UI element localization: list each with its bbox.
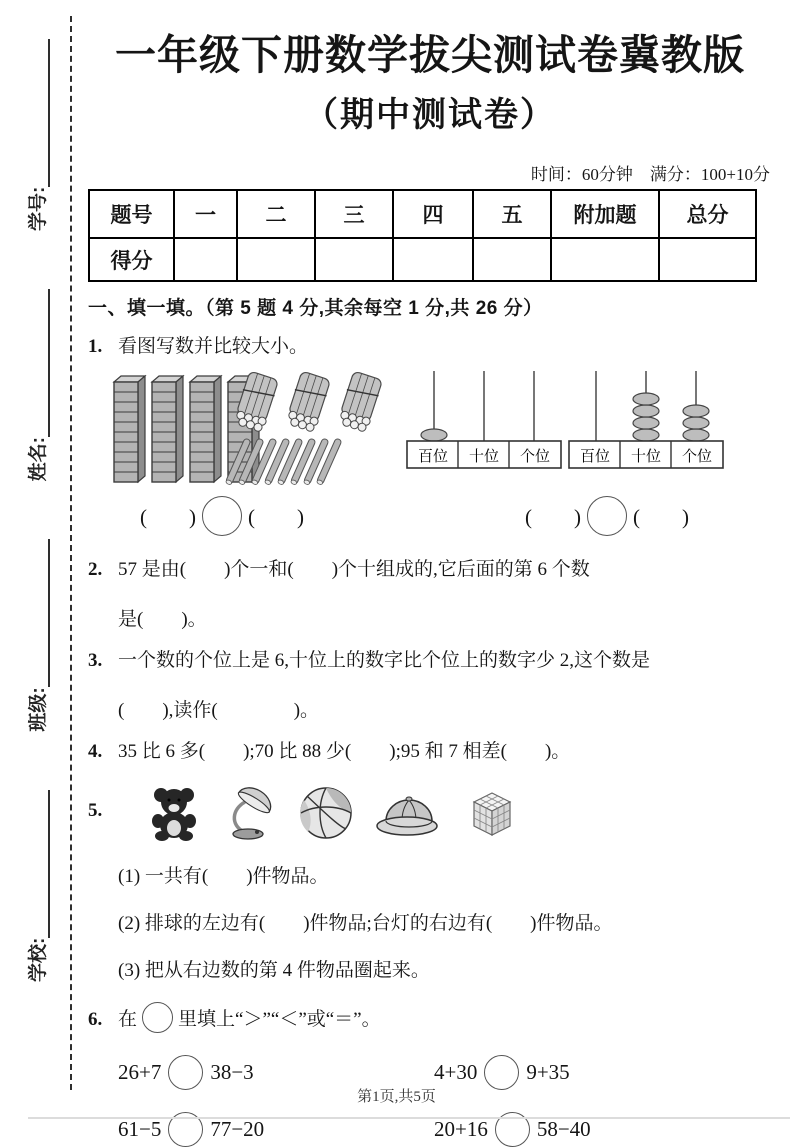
- cap-icon: [374, 784, 444, 842]
- school-field: [23, 790, 50, 982]
- q6-intro-suffix: 里填上“＞”“＜”或“＝”。: [178, 1009, 381, 1031]
- stick-bundles-figure: [218, 368, 390, 492]
- score-table-header-cell: 三: [315, 190, 393, 238]
- scan-edge-artifact: [28, 1117, 790, 1119]
- student-id-blank-line: [26, 39, 50, 187]
- rubiks-cube-icon: [464, 784, 520, 842]
- score-table-header-cell: 四: [393, 190, 473, 238]
- q1-text: 看图写数并比较大小。: [118, 336, 309, 358]
- binding-dashed-line: [70, 16, 72, 1090]
- score-table-header-cell: 五: [473, 190, 551, 238]
- q5-sub1: (1) 一共有( )件物品。: [118, 866, 329, 888]
- score-table-header-cell: 二: [237, 190, 315, 238]
- section-one-heading: 一、填一填。（第 5 题 4 分,其余每空 1 分,共 26 分）: [88, 298, 543, 320]
- q1-answer-group-right: [525, 496, 689, 536]
- school-blank-line: [26, 790, 50, 938]
- desk-lamp-icon: [222, 784, 278, 842]
- comparison-circle: [202, 496, 242, 536]
- abacus-beads: [633, 393, 709, 441]
- paper-content: [88, 0, 772, 1147]
- question-2: [88, 556, 772, 633]
- q5-items-row: [146, 783, 520, 843]
- student-id-field: [23, 39, 50, 231]
- page-title: 一年级下册数学拔尖测试卷冀教版: [115, 32, 745, 78]
- q2-line1: 57 是由( )个一和( )个十组成的,它后面的第 6 个数: [118, 559, 590, 581]
- q1-answer-group-left: [140, 496, 304, 536]
- score-table-header-cell: 题号: [89, 190, 174, 238]
- question-3: [88, 647, 772, 724]
- q2-line2: 是( )。: [118, 609, 207, 631]
- hundreds-label: 百位: [417, 449, 449, 466]
- school-label: 学校:: [28, 937, 49, 982]
- student-info-sidebar: [8, 80, 50, 982]
- q1-figures: [88, 368, 772, 492]
- expression-right: 9+35: [526, 1060, 570, 1085]
- expression-right: 38−3: [210, 1060, 254, 1085]
- q3-line2: ( ),读作( )。: [118, 700, 320, 722]
- expression-left: 26+7: [118, 1060, 162, 1085]
- score-table-score-row: [89, 238, 756, 281]
- fill-circle: [142, 1002, 173, 1033]
- comparison-circle: [587, 496, 627, 536]
- q3-number: 3.: [88, 650, 103, 672]
- answer-blank: ( ): [633, 505, 689, 530]
- abacus-left-figure: [403, 368, 565, 472]
- name-label: 姓名:: [28, 437, 49, 482]
- score-cell: [237, 238, 315, 281]
- time-score-info: 时间：60分钟 满分：100+10分: [530, 165, 770, 185]
- volleyball-icon: [298, 784, 354, 842]
- answer-blank: ( ): [140, 505, 196, 530]
- q6-intro-prefix: 在: [118, 1009, 138, 1031]
- q4-text: 35 比 6 多( );70 比 88 少( );95 和 7 相差( )。: [118, 741, 571, 763]
- q5-number: 5.: [88, 800, 103, 822]
- abacus-bead: [421, 429, 447, 441]
- name-blank-line: [26, 289, 50, 437]
- score-table-header-row: [89, 190, 756, 238]
- hundreds-label: 百位: [579, 449, 611, 466]
- class-blank-line: [26, 539, 50, 687]
- expression-right: 77−20: [210, 1117, 265, 1142]
- score-cell: [174, 238, 237, 281]
- score-cell: [551, 238, 659, 281]
- answer-blank: ( ): [248, 505, 304, 530]
- question-4: [88, 738, 772, 765]
- q1-number: 1.: [88, 336, 103, 358]
- question-6: [88, 1002, 772, 1147]
- class-field: [23, 539, 50, 731]
- q2-number: 2.: [88, 559, 103, 581]
- page-footer: 第1页,共5页: [357, 1089, 436, 1105]
- score-cell: [473, 238, 551, 281]
- ones-label: 个位: [519, 449, 551, 466]
- question-5: [88, 783, 772, 984]
- score-cell: [393, 238, 473, 281]
- score-table-header-cell: 总分: [659, 190, 756, 238]
- abacus-right-figure: [565, 368, 727, 472]
- q3-line1: 一个数的个位上是 6,十位上的数字比个位上的数字少 2,这个数是: [118, 650, 651, 672]
- tens-label: 十位: [630, 449, 662, 466]
- name-field: [23, 289, 50, 481]
- score-cell: [315, 238, 393, 281]
- score-row-label: 得分: [89, 238, 174, 281]
- expression-left: 61−5: [118, 1117, 162, 1142]
- expression-right: 58−40: [536, 1117, 591, 1142]
- answer-blank: ( ): [525, 505, 581, 530]
- tens-label: 十位: [468, 449, 500, 466]
- question-1: [88, 333, 772, 360]
- student-id-label: 学号:: [28, 186, 49, 232]
- q4-number: 4.: [88, 741, 103, 763]
- q1-answers: [88, 496, 772, 542]
- q5-sub2: (2) 排球的左边有( )件物品;台灯的右边有( )件物品。: [118, 913, 613, 935]
- expression-left: 20+16: [434, 1117, 488, 1142]
- q6-number: 6.: [88, 1009, 103, 1031]
- teddy-bear-icon: [146, 784, 202, 842]
- score-cell: [659, 238, 756, 281]
- page-subtitle: （期中测试卷）: [304, 97, 556, 135]
- score-table-header-cell: 附加题: [551, 190, 659, 238]
- q5-sub3: (3) 把从右边数的第 4 件物品圈起来。: [118, 960, 430, 982]
- expression-left: 4+30: [434, 1060, 478, 1085]
- class-label: 班级:: [28, 687, 49, 732]
- score-table: [88, 189, 757, 282]
- score-table-header-cell: 一: [174, 190, 237, 238]
- ones-label: 个位: [681, 449, 713, 466]
